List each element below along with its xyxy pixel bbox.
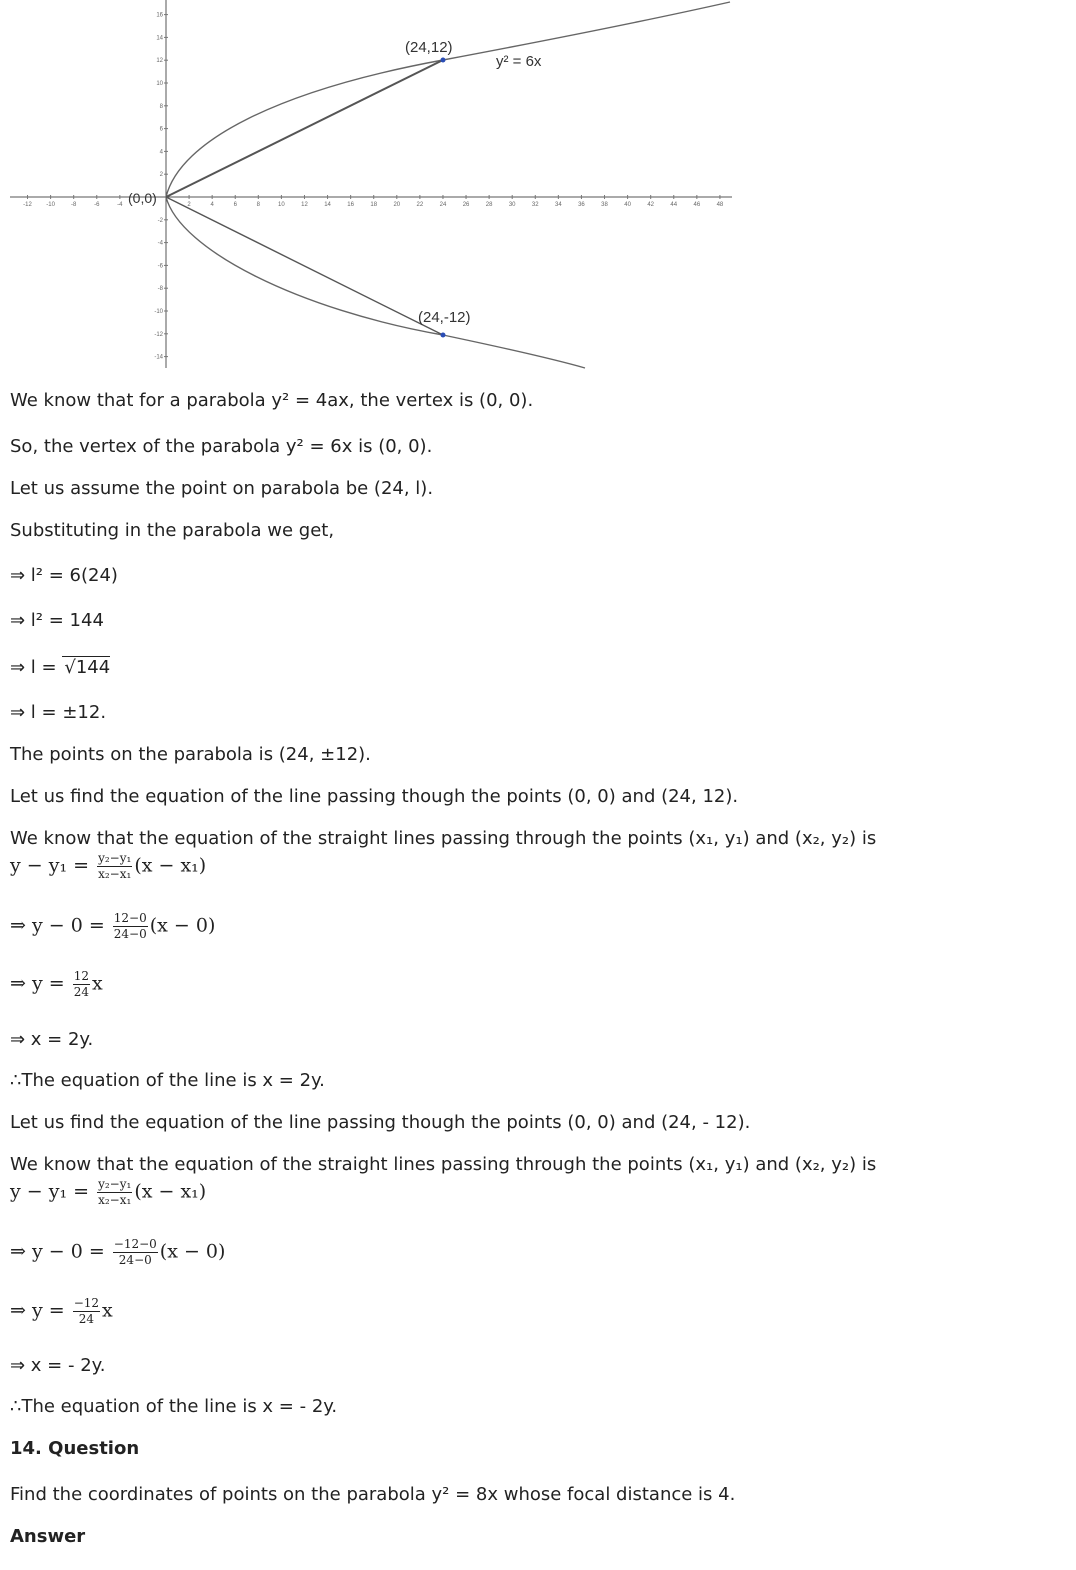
formula-substitute-1	[10, 912, 215, 941]
x-tick-label: -4	[117, 202, 123, 208]
formula-3-num: 12	[73, 969, 89, 983]
formula-1-den: x₂−x₁	[98, 867, 132, 881]
point-upper	[441, 58, 446, 63]
formula-substitute-2	[10, 1238, 225, 1267]
step-3-prefix: ⇒ l =	[10, 657, 63, 678]
y-tick-label: 2	[159, 172, 163, 179]
text-line-upper-intro: Let us find the equation of the line passing though the points (0, 0) and (24, 12).	[10, 786, 739, 807]
text-line-lower-intro: Let us find the equation of the line passing though the points (0, 0) and (24, - 12).	[10, 1112, 751, 1133]
x-tick-label: 44	[670, 202, 678, 208]
x-tick-label: -10	[46, 202, 55, 208]
x-tick-label: 30	[508, 202, 516, 208]
formula-simplify-2	[10, 1297, 113, 1326]
text-result-2: ⇒ x = - 2y.	[10, 1355, 106, 1376]
x-tick-label: -6	[94, 202, 100, 208]
y-tick-label: -8	[157, 286, 163, 293]
x-tick-label: 12	[301, 202, 308, 208]
formula-6-left: ⇒ y =	[10, 1299, 71, 1322]
text-vertex-general: We know that for a parabola y² = 4ax, the vertex is (0, 0).	[10, 390, 534, 411]
question-text: Find the coordinates of points on the parabola y² = 8x whose focal distance is 4.	[10, 1484, 736, 1505]
formula-6-den: 24	[78, 1312, 94, 1326]
parabola-graph	[0, 0, 740, 372]
x-tick-label: 16	[347, 202, 354, 208]
y-tick-label: 4	[159, 149, 163, 156]
formula-simplify-1	[10, 970, 103, 999]
text-conclusion-2: ∴The equation of the line is x = - 2y.	[10, 1396, 338, 1417]
y-tick-label: -2	[157, 217, 163, 224]
formula-4-den: x₂−x₁	[98, 1193, 132, 1207]
answer-heading: Answer	[10, 1526, 86, 1547]
question-heading: 14. Question	[10, 1438, 140, 1459]
x-tick-label: 8	[256, 202, 260, 208]
formula-2-left: ⇒ y − 0 =	[10, 914, 111, 937]
formula-3-right: x	[91, 972, 103, 995]
formula-4-left: y − y₁ =	[10, 1180, 96, 1203]
x-tick-label: 34	[555, 202, 562, 208]
question-heading-wrap	[10, 1438, 139, 1459]
text-step-2: ⇒ l² = 144	[10, 610, 104, 631]
text-step-4: ⇒ l = ±12.	[10, 702, 107, 723]
x-tick-label: 46	[693, 202, 701, 208]
y-tick-label: 6	[159, 126, 163, 133]
x-tick-label: 20	[393, 202, 401, 208]
formula-4-fraction	[97, 1178, 132, 1207]
formula-two-point-1	[10, 852, 206, 881]
formula-4-num: y₂−y₁	[98, 1177, 132, 1191]
x-tick-label: 14	[324, 202, 331, 208]
x-tick-label: 4	[210, 202, 214, 208]
answer-heading-wrap	[10, 1526, 85, 1547]
chord-upper	[166, 60, 443, 197]
x-tick-label: 48	[716, 202, 724, 208]
formula-5-den: 24−0	[118, 1253, 152, 1267]
x-tick-label: 40	[624, 202, 631, 208]
formula-3-den: 24	[73, 985, 89, 999]
y-tick-label: 8	[159, 103, 163, 110]
point-upper-label: (24,12)	[405, 39, 453, 56]
chord-lower	[166, 197, 443, 335]
x-tick-label: 42	[647, 202, 655, 208]
y-tick-label: -10	[154, 309, 163, 315]
formula-4-right: (x − x₁)	[134, 1180, 207, 1203]
curve-label: y² = 6x	[496, 53, 542, 70]
text-step-3	[10, 657, 110, 678]
x-tick-label: 32	[531, 202, 539, 208]
y-tick-label: 10	[156, 81, 163, 87]
formula-1-left: y − y₁ =	[10, 854, 96, 877]
formula-3-fraction	[73, 970, 90, 999]
x-tick-label: 38	[601, 202, 608, 208]
parabola-upper-branch	[166, 2, 730, 197]
formula-5-num: −12−0	[113, 1237, 157, 1251]
x-tick-label: -12	[23, 202, 32, 208]
text-result-1: ⇒ x = 2y.	[10, 1029, 94, 1050]
x-tick-label: 2	[187, 202, 191, 208]
x-tick-label: 6	[233, 202, 237, 208]
y-tick-label: -12	[154, 331, 163, 338]
point-lower	[441, 333, 446, 338]
x-tick-label: 26	[462, 202, 470, 208]
formula-1-fraction	[97, 852, 132, 881]
text-assume-point: Let us assume the point on parabola be (24, l).	[10, 478, 434, 499]
y-tick-label: -14	[154, 354, 163, 361]
text-two-point-form-1: We know that the equation of the straight lines passing through the points (x₁, y₁) and (x₂, y₂) is	[10, 828, 877, 849]
formula-5-left: ⇒ y − 0 =	[10, 1240, 111, 1263]
parabola-lower-branch	[166, 197, 585, 368]
origin-label: (0,0)	[128, 190, 157, 206]
x-tick-label: 28	[485, 202, 493, 208]
formula-two-point-2	[10, 1178, 206, 1207]
y-tick-label: -4	[157, 240, 163, 247]
formula-6-right: x	[102, 1299, 113, 1322]
formula-6-num: −12	[73, 1296, 100, 1310]
x-tick-label: 36	[578, 202, 585, 208]
formula-5-fraction	[113, 1238, 158, 1267]
x-tick-label: 24	[439, 202, 447, 208]
formula-2-fraction	[113, 912, 148, 941]
text-two-point-form-2: We know that the equation of the straight lines passing through the points (x₁, y₁) and (x₂, y₂) is	[10, 1154, 877, 1175]
point-lower-label: (24,-12)	[418, 309, 471, 326]
formula-6-fraction	[73, 1297, 100, 1326]
text-vertex-specific: So, the vertex of the parabola y² = 6x is (0, 0).	[10, 436, 433, 457]
formula-3-left: ⇒ y =	[10, 972, 71, 995]
x-tick-label: -8	[71, 202, 77, 208]
x-tick-label: 10	[278, 202, 285, 208]
formula-2-num: 12−0	[113, 911, 147, 925]
formula-2-right: (x − 0)	[149, 914, 216, 937]
y-tick-label: 16	[156, 12, 163, 19]
text-step-1: ⇒ l² = 6(24)	[10, 565, 118, 586]
text-points: The points on the parabola is (24, ±12).	[10, 744, 371, 765]
text-substituting: Substituting in the parabola we get,	[10, 520, 335, 541]
y-tick-label: 12	[156, 58, 163, 65]
x-tick-label: 22	[416, 202, 424, 208]
sqrt-144: √144	[64, 657, 111, 678]
x-tick-label: 18	[370, 202, 378, 208]
formula-1-num: y₂−y₁	[98, 851, 132, 865]
y-tick-label: -6	[157, 263, 163, 270]
y-tick-label: 14	[156, 35, 163, 42]
formula-5-right: (x − 0)	[159, 1240, 226, 1263]
formula-2-den: 24−0	[113, 927, 147, 941]
text-conclusion-1: ∴The equation of the line is x = 2y.	[10, 1070, 325, 1091]
formula-1-right: (x − x₁)	[134, 854, 207, 877]
